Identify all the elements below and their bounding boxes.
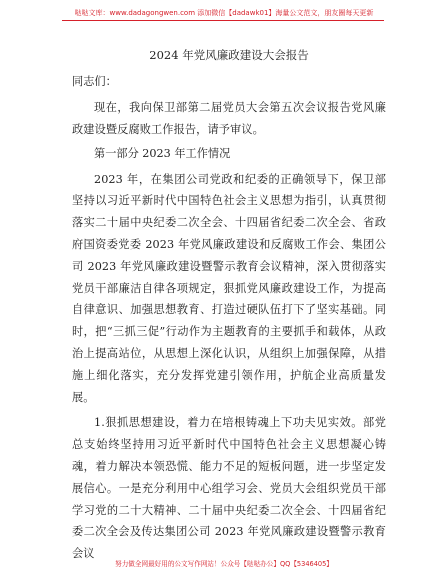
body-paragraph: 2023 年，在集团公司党政和纪委的正确领导下，保卫部坚持以习近平新时代中国特色社会主义思想为指引，认真贯彻落实二十届中央纪委二次全会、十四届省纪委二次全会、省政府国资委党委 2023 年党风廉政建设和反腐败工作会、集团公司 2023 年党风廉政建设暨警示教育会议精神，深入贯彻落实党员干部廉洁自律各项规定，狠抓党风廉政建设工作，为提高自律意识、加强思想教育、打造过硬队伍打下了坚实基础。同时，把“三抓三促”行动作为主题教育的主要抓手和载体，从政治上提高站位，从思想上深化认识，从组织上加强保障，从措施上细化落实，充分发挥党建引领作用，护航企业高质量发展。: [72, 172, 386, 404]
document-title: 2024 年党风廉政建设大会报告: [149, 48, 309, 62]
body-paragraph: 1.狠抓思想建设，着力在培根铸魂上下功夫见实效。部党总支始终坚持用习近平新时代中国特色社会主义思想凝心铸魂，着力解决本领恐慌、能力不足的短板问题，进一步坚定发展信心。一是充分利用中心组学习会、党员大会组织党员干部学习党的二十大精神、二十届中央纪委二次全会、十四届省纪委二次全会及传达集团公司 2023 年党风廉政建设暨警示教育会议: [72, 416, 386, 561]
header-banner: 哒哒文库：www.dadagongwen.com 添加微信【dadawk01】海量公文范文，朋友圈每天更新: [74, 9, 374, 17]
section-heading: 第一部分 2023 年工作情况: [94, 146, 231, 160]
footer-banner: 努力做全网最好用的公文写作网站！公众号【哒哒办公】QQ【5346405】: [115, 560, 333, 568]
header-divider: [62, 20, 384, 21]
document-body: [72, 47, 386, 565]
salutation: 同志们：: [72, 75, 117, 88]
intro-paragraph: 现在，我向保卫部第二届党员大会第五次会议报告党风廉政建设暨反腐败工作报告，请予审议。: [72, 101, 386, 136]
